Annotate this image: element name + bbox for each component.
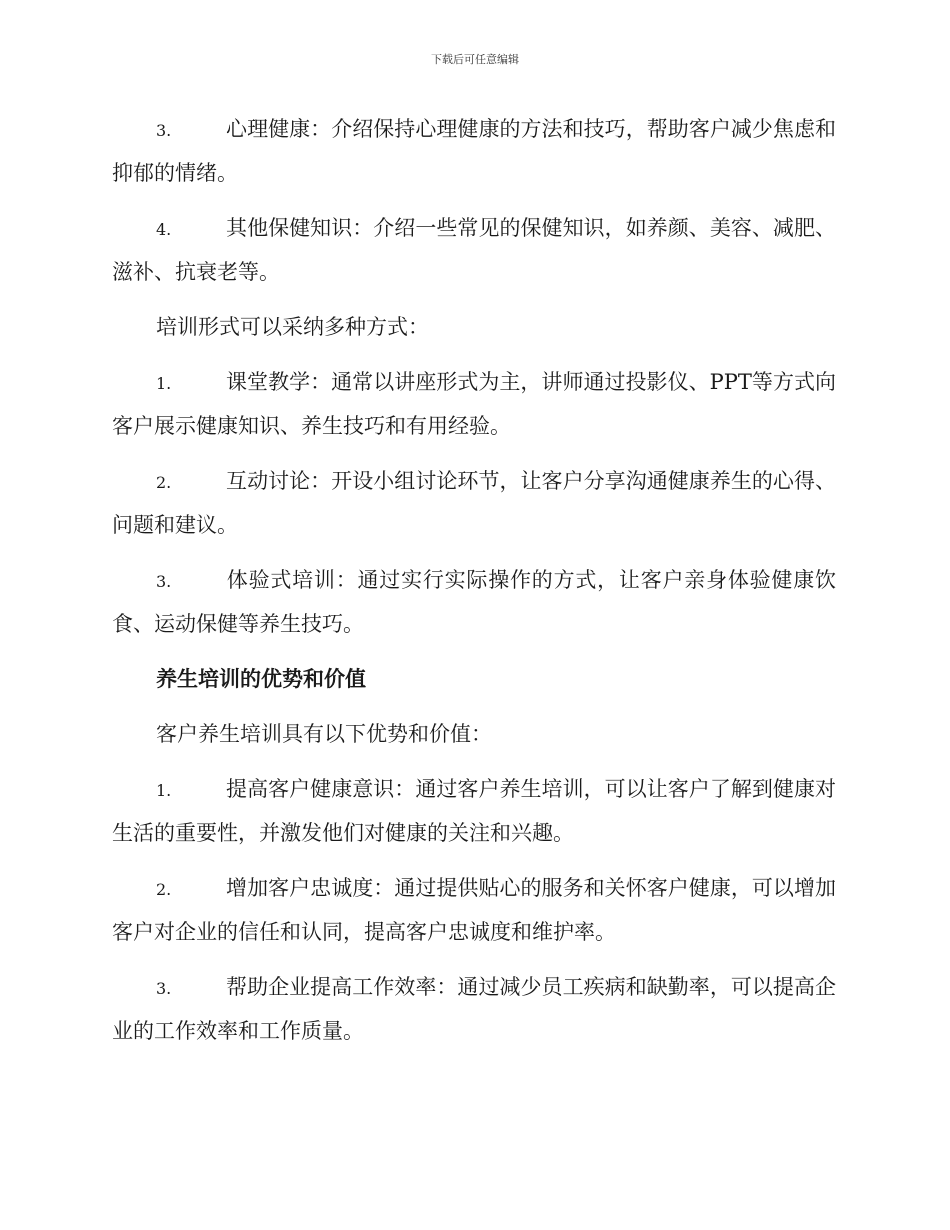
list-number: 3. <box>156 572 172 591</box>
list-item <box>112 966 836 1052</box>
list-number: 2. <box>156 473 172 492</box>
list-text: 提高客户健康意识：通过客户养生培训，可以让客户了解到健康对生活的重要性，并激发他们对健康的关注和兴趣。 <box>112 777 836 845</box>
list-number: 2. <box>156 880 172 899</box>
section-heading: 养生培训的优势和价值 <box>156 666 366 691</box>
list-number: 3. <box>156 979 172 998</box>
paragraph <box>112 306 836 348</box>
list-text: 课堂教学：通常以讲座形式为主，讲师通过投影仪、PPT等方式向客户展示健康知识、养生技巧和有用经验。 <box>112 370 836 438</box>
list-number: 1. <box>156 781 172 800</box>
list-text: 帮助企业提高工作效率：通过减少员工疾病和缺勤率，可以提高企业的工作效率和工作质量。 <box>112 975 836 1043</box>
section-intro: 客户养生培训具有以下优势和价值： <box>156 722 492 746</box>
list-number: 1. <box>156 374 172 393</box>
list-text: 心理健康：介绍保持心理健康的方法和技巧，帮助客户减少焦虑和抑郁的情绪。 <box>112 117 836 185</box>
list-item <box>112 108 836 194</box>
page-header: 下载后可任意编辑 <box>431 53 519 66</box>
list-text: 体验式培训：通过实行实际操作的方式，让客户亲身体验健康饮食、运动保健等养生技巧。 <box>112 568 836 636</box>
paragraph-text: 培训形式可以采纳多种方式： <box>156 315 429 339</box>
list-item <box>112 867 836 953</box>
list-item <box>112 768 836 854</box>
list-item <box>112 460 836 546</box>
list-item <box>112 207 836 293</box>
document-body <box>112 108 836 1065</box>
list-number: 4. <box>156 220 172 239</box>
list-text: 互动讨论：开设小组讨论环节，让客户分享沟通健康养生的心得、问题和建议。 <box>112 469 836 537</box>
list-text: 其他保健知识：介绍一些常见的保健知识，如养颜、美容、减肥、滋补、抗衰老等。 <box>112 216 836 284</box>
list-item <box>112 559 836 645</box>
list-item <box>112 361 836 447</box>
list-text: 增加客户忠诚度：通过提供贴心的服务和关怀客户健康，可以增加客户对企业的信任和认同，提高客户忠诚度和维护率。 <box>112 876 836 944</box>
list-number: 3. <box>156 121 172 140</box>
